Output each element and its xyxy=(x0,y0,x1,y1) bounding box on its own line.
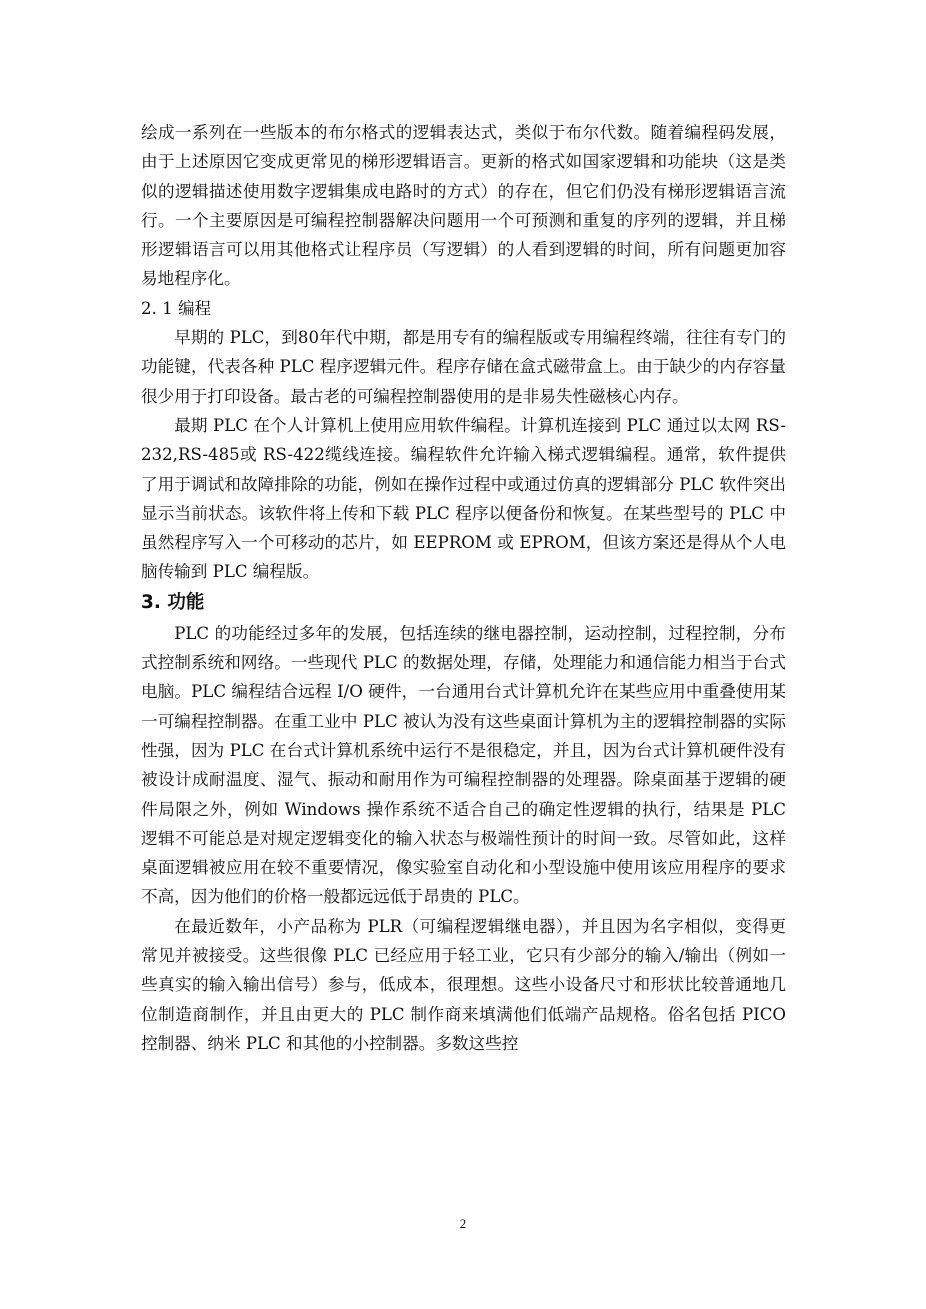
paragraph-plc-functions: PLC 的功能经过多年的发展，包括连续的继电器控制，运动控制，过程控制，分布式控制系统和网络。一些现代 PLC 的数据处理，存储，处理能力和通信能力相当于台式电脑。PLC 编程结合远程 I/O 硬件，一台通用台式计算机允许在某些应用中重叠使用某一可编程控制器。在重工业中 PLC 被认为没有这些桌面计算机为主的逻辑控制器的实际性强，因为 PLC 在台式计算机系统中运行不是很稳定，并且，因为台式计算机硬件没有被设计成耐温度、湿气、振动和耐用作为可编程控制器的处理器。除桌面基于逻辑的硬件局限之外，例如 Windows 操作系统不适合自己的确定性逻辑的执行，结果是 PLC 逻辑不可能总是对规定逻辑变化的输入状态与极端性预计的时间一致。尽管如此，这样桌面逻辑被应用在较不重要情况，像实验室自动化和小型设施中使用该应用程序的要求不高，因为他们的价格一般都远远低于昂贵的 PLC。 xyxy=(141,623,786,907)
section-heading-functions: 3. 功能 xyxy=(141,591,205,613)
paragraph-pc-programming: 最期 PLC 在个人计算机上使用应用软件编程。计算机连接到 PLC 通过以太网 RS-232,RS-485或 RS-422缆线连接。编程软件允许输入梯式逻辑编程。通常，软件提供了用于调试和故障排除的功能，例如在操作过程中或通过仿真的逻辑部分 PLC 软件突出显示当前状态。该软件将上传和下载 PLC 程序以便备份和恢复。在某些型号的 PLC 中虽然程序写入一个可移动的芯片，如 EEPROM 或 EPROM，但该方案还是得从个人电脑传输到 PLC 编程版。 xyxy=(141,415,786,582)
subheading-programming: 2. 1 编程 xyxy=(141,298,212,318)
paragraph-continued: 绘成一系列在一些版本的布尔格式的逻辑表达式，类似于布尔代数。随着编程码发展，由于上述原因它变成更常见的梯形逻辑语言。更新的格式如国家逻辑和功能块（这是类似的逻辑描述使用数字逻辑集成电路时的方式）的存在，但它们仍没有梯形逻辑语言流行。一个主要原因是可编程控制器解决问题用一个可预测和重复的序列的逻辑，并且梯形逻辑语言可以用其他格式让程序员（写逻辑）的人看到逻辑的时间，所有问题更加容易地程序化。 xyxy=(141,123,786,289)
page-content xyxy=(141,118,786,1058)
paragraph-plr: 在最近数年，小产品称为 PLR（可编程逻辑继电器），并且因为名字相似，变得更常见并被接受。这些很像 PLC 已经应用于轻工业，它只有少部分的输入/输出（例如一些真实的输入输出信号）参与，低成本，很理想。这些小设备尺寸和形状比较普通地几位制造商制作，并且由更大的 PLC 制作商来填满他们低端产品规格。俗名包括 PICO 控制器、纳米 PLC 和其他的小控制器。多数这些控 xyxy=(141,916,786,1053)
page-number: 2 xyxy=(459,1216,467,1231)
paragraph-early-plc: 早期的 PLC，到80年代中期，都是用专有的编程版或专用编程终端，往往有专门的功能键，代表各种 PLC 程序逻辑元件。程序存储在盒式磁带盒上。由于缺少的内存容量很少用于打印设备。最古老的可编程控制器使用的是非易失性磁核心内存。 xyxy=(141,328,786,406)
